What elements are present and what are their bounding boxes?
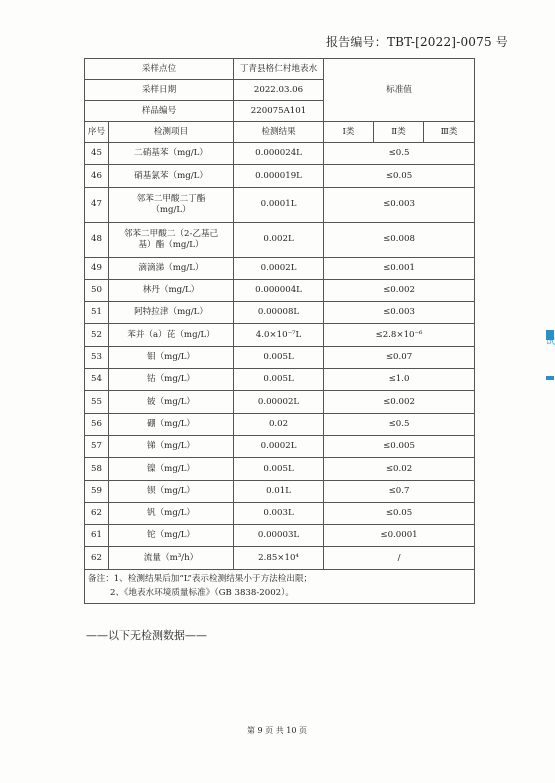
sample-location-value: 丁青县格仁村地表水: [234, 59, 324, 80]
row-seq: 61: [85, 525, 109, 547]
table-row: [85, 435, 475, 457]
row-standard: ≤0.0001: [324, 525, 475, 547]
row-standard: ≤0.008: [324, 222, 475, 257]
table-row: [85, 458, 475, 480]
row-seq: 46: [85, 165, 109, 187]
row-result: 4.0×10⁻⁷L: [234, 324, 324, 346]
table-row: [85, 143, 475, 165]
row-standard: ≤2.8×10⁻⁶: [324, 324, 475, 346]
edge-char: 试: [546, 337, 555, 347]
row-seq: 58: [85, 458, 109, 480]
table-row: [85, 222, 475, 257]
row-standard: ≤0.05: [324, 165, 475, 187]
row-item: 锑（mg/L）: [109, 435, 234, 457]
note-line-1: 备注：1、检测结果后加“L”表示检测结果小于方法检出限；: [88, 573, 313, 584]
table-row: [85, 324, 475, 346]
row-result: 0.005L: [234, 346, 324, 368]
row-standard: ≤0.5: [324, 413, 475, 435]
row-item: 钴（mg/L）: [109, 369, 234, 391]
row-result: 0.003L: [234, 502, 324, 524]
notes-cell: [85, 569, 475, 604]
table-row: [85, 391, 475, 413]
row-item: 邻苯二甲酸二丁酯（mg/L）: [109, 187, 234, 222]
test-results-table: [84, 58, 475, 604]
table-row: [85, 502, 475, 524]
table-row: [85, 547, 475, 569]
col-header-result: 检测结果: [234, 122, 324, 143]
row-item: 钡（mg/L）: [109, 480, 234, 502]
row-standard: ≤0.7: [324, 480, 475, 502]
row-seq: 53: [85, 346, 109, 368]
table-row: [85, 525, 475, 547]
table-row: [85, 257, 475, 279]
row-seq: 56: [85, 413, 109, 435]
sample-id-value: 220075A101: [234, 101, 324, 122]
row-result: 0.02: [234, 413, 324, 435]
row-result: 0.0001L: [234, 187, 324, 222]
row-item: 钼（mg/L）: [109, 346, 234, 368]
row-result: 0.000004L: [234, 279, 324, 301]
row-seq: 47: [85, 187, 109, 222]
row-item: 苯并（a）芘（mg/L）: [109, 324, 234, 346]
row-result: 0.0002L: [234, 435, 324, 457]
row-result: 0.005L: [234, 369, 324, 391]
row-seq: 50: [85, 279, 109, 301]
row-standard: ≤1.0: [324, 369, 475, 391]
sample-location-row: [85, 59, 475, 80]
row-standard: ≤0.002: [324, 391, 475, 413]
table-row: [85, 369, 475, 391]
row-result: 0.0002L: [234, 257, 324, 279]
sample-date-label: 采样日期: [85, 80, 234, 101]
edge-mark-bottom: [546, 376, 554, 380]
row-result: 0.00002L: [234, 391, 324, 413]
table-row: [85, 165, 475, 187]
row-item: 钒（mg/L）: [109, 502, 234, 524]
row-result: 0.002L: [234, 222, 324, 257]
sample-date-value: 2022.03.06: [234, 80, 324, 101]
row-seq: 49: [85, 257, 109, 279]
row-seq: 59: [85, 480, 109, 502]
row-seq: 54: [85, 369, 109, 391]
table-row: [85, 346, 475, 368]
col-header-seq: 序号: [85, 122, 109, 143]
note-line-2: 2、《地表水环境质量标准》（GB 3838-2002）。: [110, 587, 295, 598]
col-header-item: 检测项目: [109, 122, 234, 143]
row-standard: /: [324, 547, 475, 569]
row-standard: ≤0.002: [324, 279, 475, 301]
table-row: [85, 187, 475, 222]
row-seq: 48: [85, 222, 109, 257]
page-footer: 第 9 页 共 10 页: [247, 726, 307, 735]
row-seq: 62: [85, 502, 109, 524]
row-result: 0.000019L: [234, 165, 324, 187]
row-seq: 62: [85, 547, 109, 569]
row-result: 2.85×10⁴: [234, 547, 324, 569]
row-item: 林丹（mg/L）: [109, 279, 234, 301]
row-seq: 52: [85, 324, 109, 346]
row-standard: ≤0.05: [324, 502, 475, 524]
row-result: 0.000024L: [234, 143, 324, 165]
sample-id-label: 样品编号: [85, 101, 234, 122]
end-of-data-text: ——以下无检测数据——: [86, 629, 207, 642]
sample-location-label: 采样点位: [85, 59, 234, 80]
table-row: [85, 302, 475, 324]
table-row: [85, 480, 475, 502]
standard-value-header: 标准值: [324, 59, 475, 122]
row-item: 流量（m³/h）: [109, 547, 234, 569]
table-row: [85, 413, 475, 435]
row-item: 滴滴涕（mg/L）: [109, 257, 234, 279]
col-header-class2: Ⅱ类: [374, 122, 424, 143]
row-item: 铊（mg/L）: [109, 525, 234, 547]
row-standard: ≤0.02: [324, 458, 475, 480]
row-seq: 57: [85, 435, 109, 457]
row-standard: ≤0.001: [324, 257, 475, 279]
row-seq: 45: [85, 143, 109, 165]
report-number: 报告编号：TBT-[2022]-0075 号: [325, 35, 508, 49]
row-standard: ≤0.005: [324, 435, 475, 457]
row-item: 镍（mg/L）: [109, 458, 234, 480]
row-standard: ≤0.003: [324, 187, 475, 222]
row-item: 阿特拉津（mg/L）: [109, 302, 234, 324]
row-standard: ≤0.5: [324, 143, 475, 165]
row-result: 0.005L: [234, 458, 324, 480]
row-result: 0.00003L: [234, 525, 324, 547]
row-item: 二硝基苯（mg/L）: [109, 143, 234, 165]
col-header-class1: Ⅰ类: [324, 122, 374, 143]
column-header-row: [85, 122, 475, 143]
notes-row: [85, 569, 475, 604]
row-seq: 55: [85, 391, 109, 413]
row-item: 硼（mg/L）: [109, 413, 234, 435]
row-standard: ≤0.003: [324, 302, 475, 324]
row-seq: 51: [85, 302, 109, 324]
row-item: 硝基氯苯（mg/L）: [109, 165, 234, 187]
row-item: 铍（mg/L）: [109, 391, 234, 413]
row-result: 0.00008L: [234, 302, 324, 324]
table-row: [85, 279, 475, 301]
col-header-class3: Ⅲ类: [424, 122, 475, 143]
row-result: 0.01L: [234, 480, 324, 502]
row-standard: ≤0.07: [324, 346, 475, 368]
row-item: 邻苯二甲酸二（2-乙基己基）酯（mg/L）: [109, 222, 234, 257]
